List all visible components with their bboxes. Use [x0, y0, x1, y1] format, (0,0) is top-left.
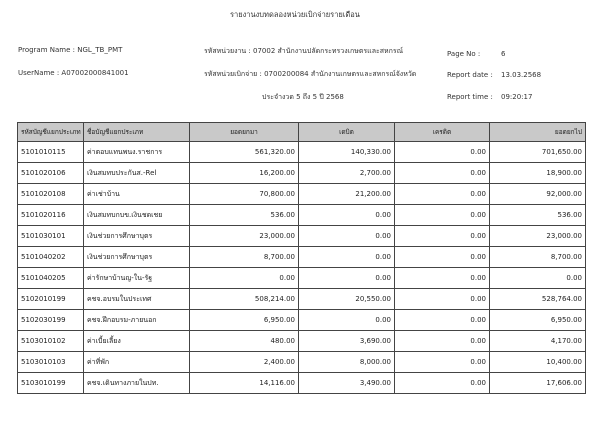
credit-cell: 0.00: [395, 184, 490, 205]
account-name-cell: คชจ.ฝึกอบรม-ภายนอก: [84, 310, 190, 331]
credit-cell: 0.00: [395, 268, 490, 289]
account-code-cell: 5101040202: [18, 247, 84, 268]
account-name-cell: เงินสมทบประกันส.-Rel: [84, 163, 190, 184]
username: UserName : A07002000841001: [18, 69, 129, 77]
account-name-cell: เงินช่วยการศึกษาบุตร: [84, 247, 190, 268]
brought-forward-cell: 561,320.00: [190, 142, 299, 163]
credit-cell: 0.00: [395, 310, 490, 331]
brought-forward-cell: 6,950.00: [190, 310, 299, 331]
account-code-cell: 5103010102: [18, 331, 84, 352]
debit-cell: 2,700.00: [299, 163, 395, 184]
account-name-cell: คชจ.อบรมในประเทศ: [84, 289, 190, 310]
carried-forward-cell: 10,400.00: [490, 352, 586, 373]
table-row: [18, 289, 586, 310]
carried-forward-cell: 92,000.00: [490, 184, 586, 205]
report-title: รายงานงบทดลองหน่วยเบิกจ่ายรายเดือน: [230, 10, 360, 19]
disbursement-unit-line: รหัสหน่วยเบิกจ่าย : 0700200084 สำนักงานเกษตรและสหกรณ์จังหวัด: [204, 70, 417, 78]
brought-forward-cell: 508,214.00: [190, 289, 299, 310]
carried-forward-cell: 536.00: [490, 205, 586, 226]
brought-forward-cell: 8,700.00: [190, 247, 299, 268]
report-date-value: 13.03.2568: [501, 71, 542, 79]
account-code-cell: 5101020108: [18, 184, 84, 205]
account-name-cell: เงินสมทบกบข.เงินชดเชย: [84, 205, 190, 226]
table-row: [18, 142, 586, 163]
table-row: [18, 184, 586, 205]
table-row: [18, 247, 586, 268]
account-name-cell: ค่ารักษาบ้านญ-ใน-รัฐ: [84, 268, 190, 289]
account-code-cell: 5101020116: [18, 205, 84, 226]
account-code-cell: 5102010199: [18, 289, 84, 310]
account-code-cell: 5103010103: [18, 352, 84, 373]
report-period: ประจำงวด 5 ถึง 5 ปี 2568: [262, 93, 344, 101]
debit-cell: 0.00: [299, 205, 395, 226]
account-name-cell: คชจ.เดินทางภายในปท.: [84, 373, 190, 394]
credit-cell: 0.00: [395, 142, 490, 163]
brought-forward-cell: 16,200.00: [190, 163, 299, 184]
carried-forward-cell: 0.00: [490, 268, 586, 289]
report-time-label: Report time :: [447, 93, 493, 101]
account-code-cell: 5101020106: [18, 163, 84, 184]
credit-cell: 0.00: [395, 373, 490, 394]
column-header-brought-forward: ยอดยกมา: [190, 123, 299, 142]
carried-forward-cell: 4,170.00: [490, 331, 586, 352]
brought-forward-cell: 536.00: [190, 205, 299, 226]
debit-cell: 20,550.00: [299, 289, 395, 310]
account-name-cell: เงินช่วยการศึกษาบุตร: [84, 226, 190, 247]
credit-cell: 0.00: [395, 226, 490, 247]
debit-cell: 0.00: [299, 268, 395, 289]
debit-cell: 140,330.00: [299, 142, 395, 163]
credit-cell: 0.00: [395, 331, 490, 352]
trial-balance-table: [17, 122, 586, 394]
carried-forward-cell: 8,700.00: [490, 247, 586, 268]
account-name-cell: ค่าเช่าบ้าน: [84, 184, 190, 205]
account-code-cell: 5101030101: [18, 226, 84, 247]
table-row: [18, 373, 586, 394]
column-header-carried-forward: ยอดยกไป: [490, 123, 586, 142]
table-row: [18, 331, 586, 352]
account-code-cell: 5102030199: [18, 310, 84, 331]
column-header-account-name: ชื่อบัญชีแยกประเภท: [84, 123, 190, 142]
table-row: [18, 205, 586, 226]
debit-cell: 3,690.00: [299, 331, 395, 352]
brought-forward-cell: 23,000.00: [190, 226, 299, 247]
brought-forward-cell: 2,400.00: [190, 352, 299, 373]
table-row: [18, 310, 586, 331]
credit-cell: 0.00: [395, 205, 490, 226]
table-row: [18, 163, 586, 184]
carried-forward-cell: 17,606.00: [490, 373, 586, 394]
account-name-cell: ค่าเบี้ยเลี้ยง: [84, 331, 190, 352]
table-row: [18, 268, 586, 289]
debit-cell: 21,200.00: [299, 184, 395, 205]
carried-forward-cell: 6,950.00: [490, 310, 586, 331]
table-row: [18, 352, 586, 373]
account-name-cell: ค่าที่พัก: [84, 352, 190, 373]
table-row: [18, 226, 586, 247]
brought-forward-cell: 0.00: [190, 268, 299, 289]
department-line: รหัสหน่วยงาน : 07002 สำนักงานปลัดกระทรวงเกษตรและสหกรณ์: [204, 47, 404, 55]
column-header-credit: เครดิต: [395, 123, 490, 142]
account-code-cell: 5101040205: [18, 268, 84, 289]
carried-forward-cell: 528,764.00: [490, 289, 586, 310]
carried-forward-cell: 23,000.00: [490, 226, 586, 247]
page-number-label: Page No :: [447, 50, 481, 58]
page-number-value: 6: [501, 50, 506, 58]
debit-cell: 3,490.00: [299, 373, 395, 394]
carried-forward-cell: 18,900.00: [490, 163, 586, 184]
debit-cell: 0.00: [299, 247, 395, 268]
report-time-value: 09:20:17: [501, 93, 533, 101]
program-name: Program Name : NGL_TB_PMT: [18, 46, 123, 54]
report-date-label: Report date :: [447, 71, 493, 79]
account-code-cell: 5103010199: [18, 373, 84, 394]
credit-cell: 0.00: [395, 163, 490, 184]
table-header-row: [18, 123, 586, 142]
carried-forward-cell: 701,650.00: [490, 142, 586, 163]
brought-forward-cell: 70,800.00: [190, 184, 299, 205]
brought-forward-cell: 480.00: [190, 331, 299, 352]
column-header-debit: เดบิต: [299, 123, 395, 142]
credit-cell: 0.00: [395, 352, 490, 373]
brought-forward-cell: 14,116.00: [190, 373, 299, 394]
debit-cell: 0.00: [299, 310, 395, 331]
debit-cell: 0.00: [299, 226, 395, 247]
debit-cell: 8,000.00: [299, 352, 395, 373]
credit-cell: 0.00: [395, 289, 490, 310]
account-name-cell: ค่าตอบแทนพนง.ราชการ: [84, 142, 190, 163]
credit-cell: 0.00: [395, 247, 490, 268]
account-code-cell: 5101010115: [18, 142, 84, 163]
column-header-account-code: รหัสบัญชีแยกประเภท: [18, 123, 84, 142]
